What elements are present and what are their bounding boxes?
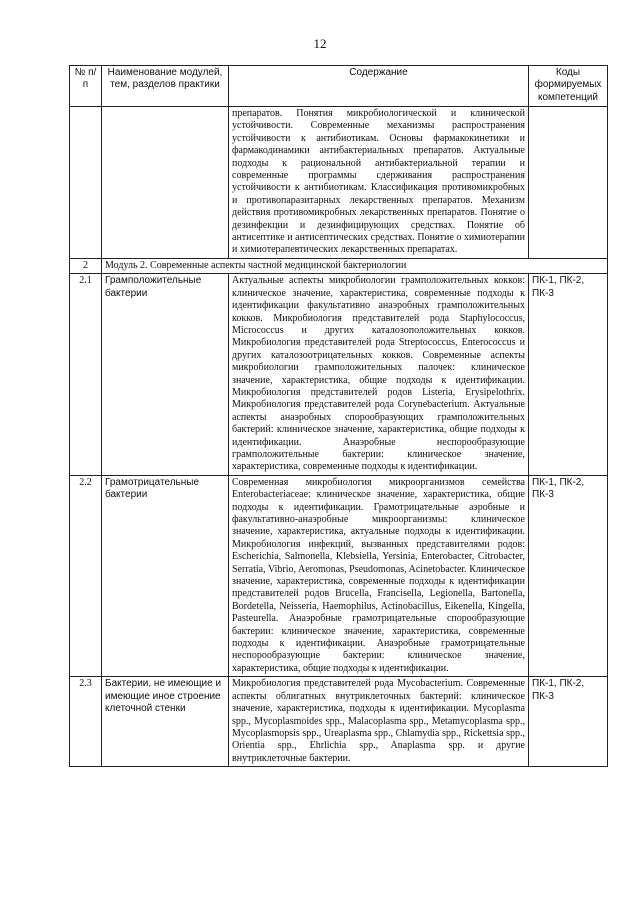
table-row [70, 274, 608, 476]
table-row [70, 677, 608, 767]
row-name: Бактерии, не имеющие и имеющие иное строение клеточной стенки [102, 677, 229, 767]
row-content: Микробиология представителей рода Mycobacterium. Современные аспекты облигатных внутриклеточных бактерий: клиническое значение, характеристика, подходы к идентификации. Mycoplasma spp., Mycoplasmoides spp., Malacoplasma spp., Metamycoplasma spp., Mycoplasmopsis spp., Ureaplasma spp., Chlamydia spp., Rickettsia spp., Orientia spp., Ehrlichia spp., Anaplasma spp. и другие внутриклеточные бактерии. [229, 677, 529, 767]
header-content: Содержание [229, 66, 529, 107]
continuation-content: препаратов. Понятия микробиологической и клинической устойчивости. Современные механизмы распространения устойчивости к антибиотикам. Основы фармакокинетики и фармакодинамики антибактериальных препаратов. Актуальные подходы к рациональной антибактериальной терапии и современные программы сдерживания распространения устойчивости к антибиотикам. Классификация противомикробных и противопаразитарных лекарственных препаратов. Механизм действия противомикробных лекарственных препаратов. Понятие о дезинфекции и дезинфицирующих средствах. Понятие об антисептике и антисептических средствах. Понятие о химиотерапии и химиотерапевтических лекарственных препаратах. [229, 107, 529, 259]
continuation-codes [529, 107, 608, 259]
row-num: 2.1 [70, 274, 102, 476]
row-content: Современная микробиология микроорганизмов семейства Enterobacteriaceae: клиническое значение, характеристика, общие подходы к идентификации. Грамотрицательные аэробные и факультативно-анаэробные микроорганизмы: клиническое значение, характеристика, актуальные подходы к идентификации. Микробиология инфекций, вызванных представителями родов: Escherichia, Salmonella, Klebsiella, Yersinia, Enterobacter, Citrobacter, Serratia, Vibrio, Aeromonas, Pseudomonas, Acinetobacter. Клиническое значение, характеристика, современные подходы к идентификации представителей родов Brucella, Francisella, Legionella, Bartonella, Bordetella, Neisseria, Haemophilus, Actinobacillus, Eikenella, Kingella, Pasteurella. Анаэробные грамотрицательные спорообразующие бактерии: клиническое значение, характеристика, современные подходы к идентификации. Анаэробные грамотрицательные неспорообразующие бактерии: клиническое значение, характеристика, общие подходы к идентификации. [229, 475, 529, 677]
header-num: № п/п [70, 66, 102, 107]
row-num: 2.3 [70, 677, 102, 767]
table-row [70, 475, 608, 677]
module-num: 2 [70, 258, 102, 273]
continuation-name [102, 107, 229, 259]
row-codes: ПК-1, ПК-2, ПК-3 [529, 274, 608, 476]
row-num: 2.2 [70, 475, 102, 677]
module-title: Модуль 2. Современные аспекты частной медицинской бактериологии [102, 258, 608, 273]
row-codes: ПК-1, ПК-2, ПК-3 [529, 475, 608, 677]
continuation-row [70, 107, 608, 259]
page-number: 12 [313, 36, 327, 51]
practice-content-table [69, 65, 608, 767]
row-name: Грамположительные бактерии [102, 274, 229, 476]
row-name: Грамотрицательные бактерии [102, 475, 229, 677]
row-content: Актуальные аспекты микробиологии грамположительных кокков: клиническое значение, характеристика, современные подходы к идентификации факультативно анаэробных грамположительных кокков. Микробиология представителей рода Staphylococcus, Micrococcus и других каталозоположительных кокков. Микробиология представителей рода Streptococcus, Enterococcus и других каталозоотрицательных кокков. Современные аспекты микробиологии грамположительных палочек: клиническое значение, характеристика, общие подходы к идентификации. Микробиология представителей родов Listeria, Erysipelothrix. Микробиология представителей рода Corynebacterium. Актуальные аспекты анаэробных спорообразующих грамположительных бактерий: клиническое значение, характеристика, общие подходы к идентификации. Анаэробные неспорообразующие грамположительные бактерии: клиническое значение, характеристика, современные подходы к идентификации. [229, 274, 529, 476]
continuation-num [70, 107, 102, 259]
header-name: Наименование модулей, тем, разделов практики [102, 66, 229, 107]
module-row [70, 258, 608, 273]
table-header-row [70, 66, 608, 107]
row-codes: ПК-1, ПК-2, ПК-3 [529, 677, 608, 767]
header-codes: Коды формируемых компетенций [529, 66, 608, 107]
